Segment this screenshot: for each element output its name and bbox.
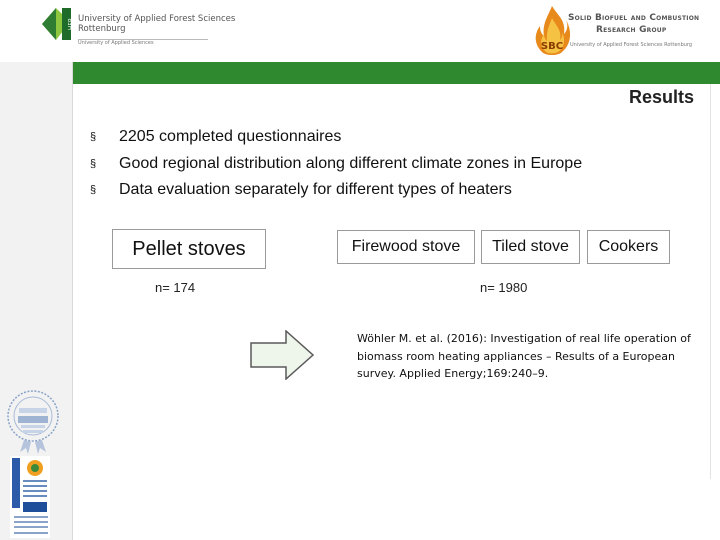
bullet-text: Good regional distribution along different climate zones in Europe <box>119 154 583 172</box>
right-divider <box>710 84 711 479</box>
heater-type-pellet-box: Pellet stoves <box>112 229 266 269</box>
university-name <box>78 14 235 48</box>
university-name-line1: University of Applied Forest Sciences <box>78 14 236 24</box>
bullet-text: Data evaluation separately for different types of heaters <box>119 181 512 198</box>
research-group-title-line2: Research Group <box>596 25 667 35</box>
bullet-mark: § <box>90 131 97 143</box>
svg-text:SBC: SBC <box>540 41 564 52</box>
university-badge-icon <box>10 456 50 538</box>
university-name-line2: Rottenburg <box>78 24 126 34</box>
left-divider <box>72 62 73 540</box>
header-divider <box>78 39 208 40</box>
bullet-item <box>90 151 582 178</box>
university-subtitle: University of Applied Sciences <box>78 40 154 46</box>
heater-type-cookers-box: Cookers <box>587 230 670 264</box>
heater-type-firewood-box: Firewood stove <box>337 230 475 264</box>
other-heaters-count: n= 1980 <box>480 280 528 295</box>
flame-icon <box>532 4 572 58</box>
slide-title: Results <box>628 87 694 107</box>
bullet-mark: § <box>90 157 97 170</box>
university-logo-icon <box>38 4 74 44</box>
research-group-subtitle: University of Applied Forest Sciences Rottenburg <box>570 42 693 48</box>
bullet-item <box>90 124 582 151</box>
bullet-list <box>90 124 582 204</box>
research-group-title-line1: Solid Biofuel and Combustion <box>568 13 700 23</box>
bullet-mark: § <box>90 184 97 196</box>
bullet-item <box>90 177 582 204</box>
svg-text:HFR: HFR <box>67 17 74 31</box>
research-group-title <box>568 12 699 36</box>
award-seal-icon <box>6 384 60 454</box>
citation-text: Wöhler M. et al. (2016): Investigation of real life operation of biomass room heating appliances – Results of a European survey. Applied Energy;169:240–9. <box>357 332 691 380</box>
header-green-band <box>72 62 720 84</box>
heater-type-tiled-box: Tiled stove <box>481 230 580 264</box>
pellet-count: n= 174 <box>155 280 196 295</box>
right-arrow-icon <box>250 330 314 380</box>
bullet-text: 2205 completed questionnaires <box>119 128 342 145</box>
